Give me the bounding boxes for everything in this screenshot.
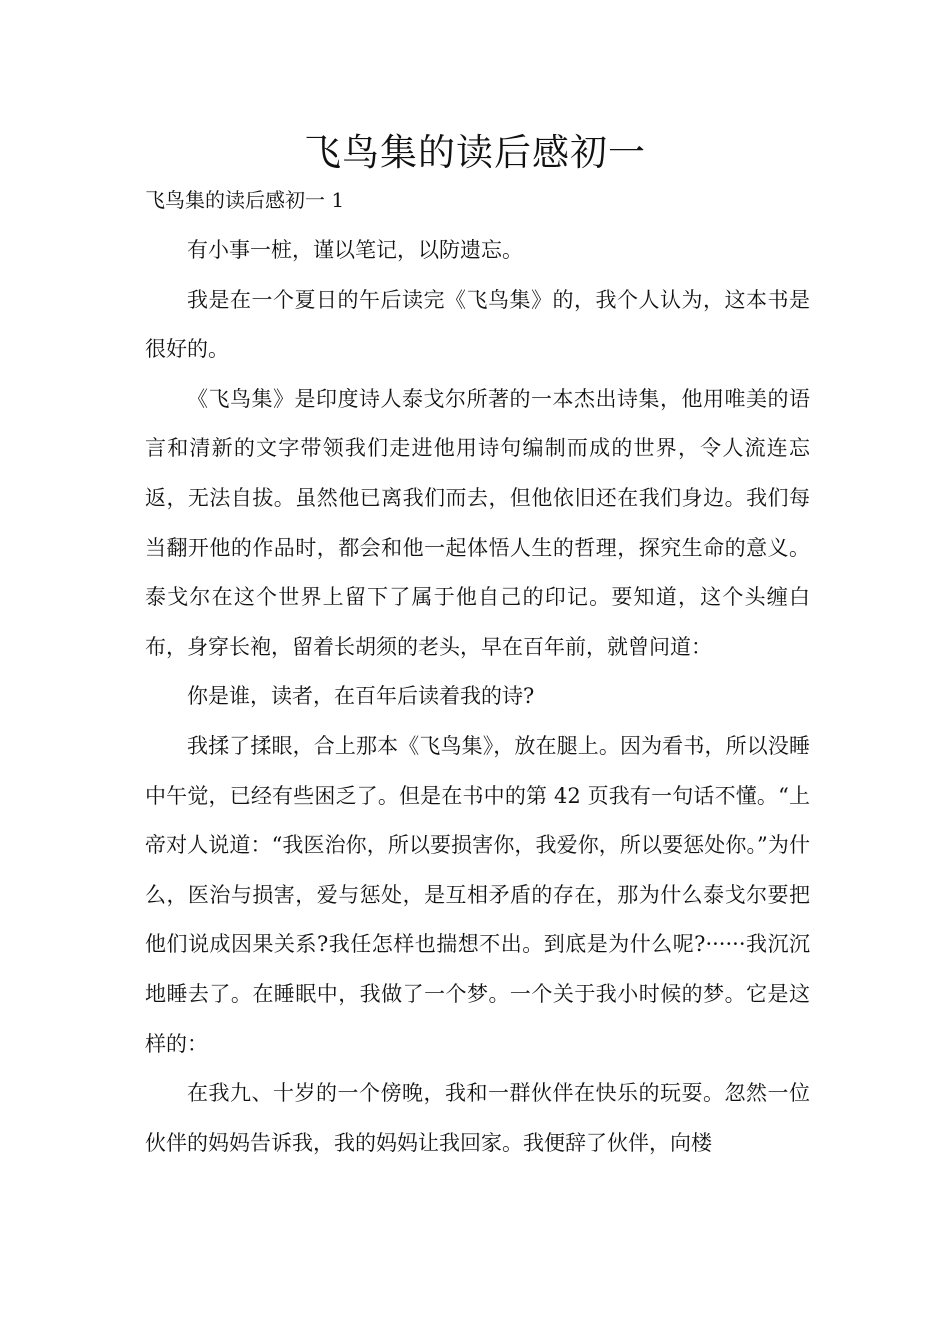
document-subtitle: 飞鸟集的读后感初一 1	[145, 188, 345, 212]
document-body	[145, 226, 810, 1168]
paragraph: 在我九、十岁的一个傍晚，我和一群伙伴在快乐的玩耍。忽然一位伙伴的妈妈告诉我，我的妈妈让我回家。我便辞了伙伴，向楼	[145, 1081, 810, 1155]
paragraph: 我是在一个夏日的午后读完《飞鸟集》的，我个人认为，这本书是很好的。	[145, 287, 810, 362]
paragraph: 我揉了揉眼，合上那本《飞鸟集》，放在腿上。因为看书，所以没睡中午觉，已经有些困乏了。但是在书中的第 42 页我有一句话不懂。“上帝对人说道：“我医治你，所以要损害你，我爱你，所以要惩处你。”为什么，医治与损害，爱与惩处，是互相矛盾的存在，那为什么泰戈尔要把他们说成因果关系?我任怎样也揣想不出。到底是为什么呢?······我沉沉地睡去了。在睡眠中，我做了一个梦。一个关于我小时候的梦。它是这样的：	[145, 733, 810, 1056]
paragraph: 你是谁，读者，在百年后读着我的诗?	[187, 684, 535, 709]
document-title: 飞鸟集的读后感初一	[304, 131, 646, 174]
paragraph: 有小事一桩，谨以笔记，以防遗忘。	[187, 238, 523, 262]
paragraph: 《飞鸟集》是印度诗人泰戈尔所著的一本杰出诗集，他用唯美的语言和清新的文字带领我们走进他用诗句编制而成的世界，令人流连忘返，无法自拔。虽然他已离我们而去，但他依旧还在我们身边。我们每当翻开他的作品时，都会和他一起体悟人生的哲理，探究生命的意义。泰戈尔在这个世界上留下了属于他自己的印记。要知道，这个头缠白布，身穿长袍，留着长胡须的老头，早在百年前，就曾问道：	[145, 386, 810, 659]
